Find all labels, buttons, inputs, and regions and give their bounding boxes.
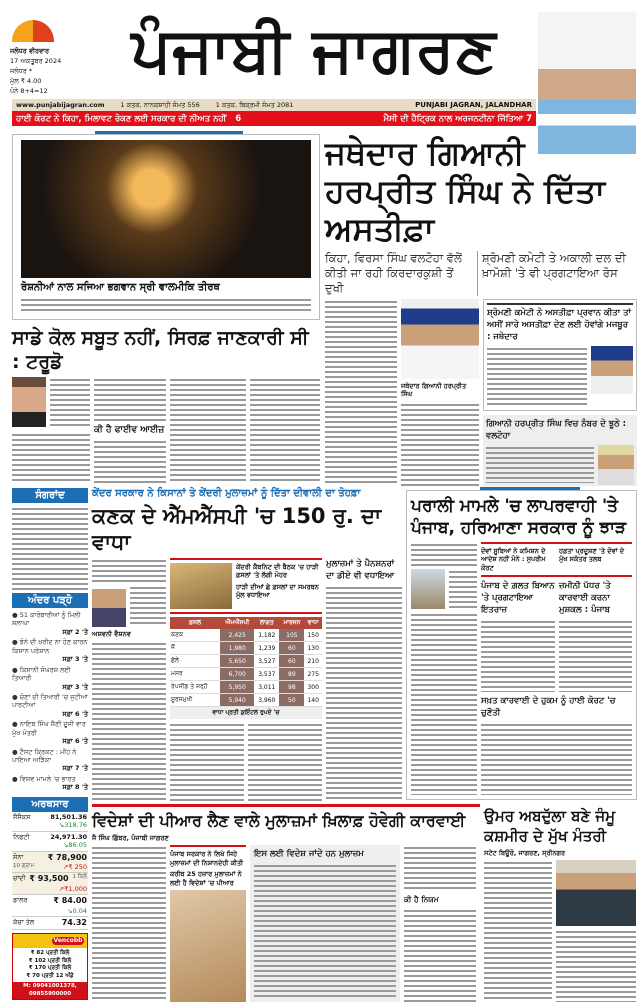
inside-item-page: ਸਫ਼ਾ 6 'ਤੇ: [62, 737, 88, 746]
market-name: ਸੈਂਸੈਕਸ: [13, 812, 31, 821]
table-row: [170, 642, 322, 655]
market-name: ਨਿਫਟੀ: [13, 832, 30, 841]
parali-headline: ਪਰਾਲੀ ਮਾਮਲੇ 'ਚ ਲਾਪਰਵਾਹੀ 'ਤੇ ਪੰਜਾਬ, ਹਰਿਆਣਾ ਸਰਕਾਰ ਨੂੰ ਝਾੜ: [411, 496, 627, 538]
lead-story: [325, 134, 637, 486]
divider: [481, 542, 632, 544]
pr-body: [404, 845, 476, 892]
column-header: ਲਾਗਤ: [254, 617, 279, 629]
table-cell: 6,700: [220, 668, 254, 681]
edition-info: [10, 46, 90, 96]
msp-story: [92, 487, 402, 801]
omar-body: [484, 860, 552, 1002]
market-unit: 1 ਕਿਲੋ: [72, 874, 87, 881]
table-row: [170, 629, 322, 642]
table-row: [170, 694, 322, 707]
ad-price: ₹ 170 ਪ੍ਰਤੀ ਕਿਲੋ: [28, 965, 72, 972]
table-footer: ਵਾਧਾ ਪ੍ਰਤੀ ਕੁਇੰਟਲ ਰੁਪਏ 'ਚ: [170, 707, 322, 719]
da-headline: ਮੁਲਾਜ਼ਮਾਂ ਤੇ ਪੈਨਸ਼ਨਰਾਂ ਦਾ ਡੀਏ ਵੀ ਵਧਾਇਆ: [326, 559, 395, 581]
msp-bullet: ਹਾੜੀ ਦੀਆਂ ਛੇ ਫ਼ਸਲਾਂ ਦਾ ਸਮਰਥਨ ਮੁੱਲ ਵਧਾਇਆ: [236, 582, 319, 600]
market-unit: 10 ਗ੍ਰਾਮ: [13, 862, 35, 869]
lead-sub-1: ਕਿਹਾ, ਵਿਰਸਾ ਸਿੰਘ ਵਲਟੋਹਾ ਵੱਲੋਂ ਕੀਤੀ ਜਾ ਰਹੀ ਕਿਰਦਾਰਕੁਸ਼ੀ ਤੋਂ ਦੁਖੀ: [325, 251, 478, 296]
table-cell: 1,980: [220, 642, 254, 655]
photo-caption-text: [21, 297, 311, 314]
parali-body: [559, 619, 633, 692]
date: 17 ਅਕਤੂਬਰ 2024: [10, 57, 62, 66]
market-change: ↗₹1,000: [58, 884, 87, 893]
table-cell: 3,011: [254, 681, 279, 694]
inside-item[interactable]: ● ਕਿਸਾਨੀ ਸੰਘਰਸ਼ ਲਈ ਤਿਆਰੀ ਸਫ਼ਾ 3 'ਤੇ: [12, 665, 88, 691]
inside-item-page: ਸਫ਼ਾ 6 'ਤੇ: [62, 709, 88, 718]
valtoha-body: [486, 445, 594, 483]
parali-bullet: ਦੋਵਾਂ ਸੂਬਿਆਂ ਨੇ ਕਮਿਸ਼ਨ ਦੇ ਆਦੇਸ਼ ਨਹੀਂ ਮੰਨੇ : ਸੁਪਰੀਮ ਕੋਰਟ: [481, 547, 546, 572]
table-cell: 3,527: [254, 655, 279, 668]
inside-item[interactable]: ● ਨਾਇਬ ਸਿੰਘ ਸੈਣੀ ਦੂਜੀ ਵਾਰ ਮੁੱਖ ਮੰਤਰੀ ਸਫ਼ਾ 6 'ਤੇ: [12, 720, 88, 746]
lead-columns: [325, 299, 637, 486]
lead-body-2: [401, 402, 479, 486]
market-row: [12, 812, 88, 832]
supreme-court-photo: [411, 569, 445, 609]
table-cell: 105: [279, 629, 304, 642]
inside-item-title: ਕਿਸਾਨੀ ਸੰਘਰਸ਼ ਲਈ ਤਿਆਰੀ: [12, 665, 71, 683]
msp-bullet: ਕੇਂਦਰੀ ਕੈਬਨਿਟ ਦੀ ਬੈਠਕ 'ਚ ਹਾੜੀ ਫ਼ਸਲਾਂ 'ਤੇ ਲੱਗੀ ਮੋਹਰ: [236, 563, 319, 580]
hc-headline: ਸਖ਼ਤ ਕਾਰਵਾਈ ਦੇ ਹੁਕਮ ਨੂੰ ਹਾਈ ਕੋਰਟ 'ਚ ਚੁਣੌਤੀ: [481, 696, 616, 719]
ad-phone: M: 09041001378, 09855900000: [13, 982, 87, 999]
inside-item-title: ਚੋਣਾਂ ਦੀ ਤਿਆਰੀ 'ਚ ਜੁਟੀਆਂ ਪਾਰਟੀਆਂ: [12, 692, 88, 710]
inside-heading: ਅੰਦਰ ਪੜ੍ਹੋ: [12, 593, 88, 608]
column-header: ਫ਼ਸਲ: [170, 617, 220, 629]
jathedar-box: [483, 299, 637, 411]
ad-price: ₹ 70 ਪ੍ਰਤੀ 12 ਅੰਡੇ: [26, 972, 74, 979]
teaser-text: ਹਾਈ ਕੋਰਟ ਨੇ ਕਿਹਾ, ਮਿਲਾਵਟ ਰੋਕਣ ਲਈ ਸਰਕਾਰ ਦੀ ਨੀਅਤ ਨਹੀਂ: [16, 113, 227, 124]
omar-photo: [556, 860, 636, 926]
market-heading: ਅਰਥਸਾਰ: [12, 797, 88, 812]
inside-item-title: ਝੋਨੇ ਦੀ ਖ਼ਰੀਦ ਨਾ ਹੋਣ ਕਾਰਨ ਕਿਸਾਨ ਪਰੇਸ਼ਾਨ: [12, 638, 88, 655]
inside-item[interactable]: ● ਚੋਣਾਂ ਦੀ ਤਿਆਰੀ 'ਚ ਜੁਟੀਆਂ ਪਾਰਟੀਆਂ ਸਫ਼ਾ 6 'ਤੇ: [12, 692, 88, 718]
pr-bullet: ਕਰੀਬ 25 ਹਜ਼ਾਰ ਮੁਲਾਜ਼ਮਾਂ ਨੇ ਲਈ ਹੈ ਵਿਦੇਸ਼ਾਂ 'ਚ ਪੀਆਰ: [170, 870, 242, 887]
table-cell: ਕਣਕ: [170, 629, 220, 642]
jathedar-caption: ਜਥੇਦਾਰ ਗਿਆਨੀ ਹਰਪ੍ਰੀਤ ਸਿੰਘ: [401, 382, 467, 399]
website[interactable]: www.punjabijagran.com: [16, 101, 105, 109]
market-change: ↘318.76: [58, 821, 87, 830]
table-cell: 5,950: [220, 681, 254, 694]
lead-headline: ਜਥੇਦਾਰ ਗਿਆਨੀ ਹਰਪ੍ਰੀਤ ਸਿੰਘ ਨੇ ਦਿੱਤਾ ਅਸਤੀਫ਼ਾ: [325, 134, 606, 248]
omar-story: [484, 806, 636, 1002]
table-cell: 50: [279, 694, 304, 707]
edition-day: ਜਲੰਧਰ ਵੀਰਵਾਰ: [10, 47, 50, 55]
newspaper-title: ਪੰਜਾਬੀ ਜਾਗਰਣ: [131, 13, 497, 86]
divider: [170, 845, 246, 847]
trudeau-body: [50, 377, 90, 429]
trudeau-story: [12, 326, 320, 484]
publisher: PUNJABI JAGRAN, JALANDHAR: [415, 101, 532, 109]
table-row: [170, 668, 322, 681]
market-value: ₹ 78,900: [47, 852, 87, 862]
market-value: ₹ 93,500: [29, 874, 69, 884]
market-row: [12, 832, 88, 852]
pr-sub: ਕੀ ਹੈ ਨਿਯਮ: [404, 895, 439, 905]
market-row: [12, 917, 88, 930]
trudeau-body: [12, 432, 90, 484]
market-name: ਸੋਨਾ: [13, 852, 24, 861]
table-row: [170, 655, 322, 668]
ad-prices: [13, 948, 87, 982]
parali-bullet: ਹਫ਼ਤਾ ਪ੍ਰਦੂਸ਼ਣ 'ਤੇ ਦੋਵਾਂ ਦੇ ਮੁੱਖ ਸਕੱਤਰ ਤਲਬ: [559, 547, 625, 564]
parali-body: [411, 542, 477, 566]
parali-sub-1: ਪੰਜਾਬ ਦੇ ਗ਼ਲਤ ਬਿਆਨ 'ਤੇ ਪ੍ਰਗਟਾਇਆ ਇਤਰਾਜ਼: [481, 581, 555, 616]
table-cell: 5,650: [220, 655, 254, 668]
photo-caption: ਰੋਸ਼ਨੀਆਂ ਨਾਲ ਸਜਿਆ ਭਗਵਾਨ ਸ੍ਰੀ ਵਾਲਮੀਕਿ ਤੀਰਥ: [21, 282, 220, 293]
ad-price: ₹ 102 ਪ੍ਰਤੀ ਕਿਲੋ: [28, 957, 72, 964]
market-row: [12, 873, 88, 895]
sangrand-heading: ਸੰਗਰਾਂਦ: [12, 488, 88, 503]
inside-item[interactable]: ● ਝੋਨੇ ਦੀ ਖ਼ਰੀਦ ਨਾ ਹੋਣ ਕਾਰਨ ਕਿਸਾਨ ਪਰੇਸ਼ਾਨ ਸਫ਼ਾ 3 'ਤੇ: [12, 638, 88, 664]
pr-story: [92, 804, 480, 1002]
teaser-1[interactable]: [16, 114, 241, 124]
inside-item-page: ਸਫ਼ਾ 7 'ਤੇ: [62, 764, 88, 773]
valtoha-photo: [598, 445, 634, 485]
divider: [481, 575, 632, 577]
divider: [92, 804, 480, 807]
table-cell: 3,960: [254, 694, 279, 707]
msp-body: [248, 722, 322, 801]
table-cell: ਛੋਲੇ: [170, 655, 220, 668]
table-cell: 150: [304, 629, 322, 642]
table-cell: ਜੌਂ: [170, 642, 220, 655]
table-cell: 89: [279, 668, 304, 681]
table-cell: 1,239: [254, 642, 279, 655]
inside-item-title: ਟੈਸਟ ਕ੍ਰਿਕਟ : ਮੀਂਹ ਨੇ ਪਾਇਆ ਅੜਿੱਕਾ: [12, 747, 77, 764]
column-header: ਵਾਧਾ: [304, 617, 322, 629]
trudeau-headline: ਸਾਡੇ ਕੋਲ ਸਬੂਤ ਨਹੀਂ, ਸਿਰਫ਼ ਜਾਣਕਾਰੀ ਸੀ : ਟਰੂਡੋ: [12, 327, 309, 373]
table-cell: 210: [304, 655, 322, 668]
sangrand-body: [12, 506, 88, 590]
market-change: ↘0.04: [67, 906, 87, 915]
lead-body: [325, 299, 397, 486]
inside-item[interactable]: ● ਵਿਸ਼ਵ ਮਾਮਲੇ 'ਚ ਭਾਰਤ ਸਫ਼ਾ 8 'ਤੇ: [12, 774, 88, 792]
jathedar-2-photo: [591, 346, 633, 394]
table-cell: 5,940: [220, 694, 254, 707]
omar-byline: ਸਟੇਟ ਬਿਊਰੋ, ਜਾਗਰਣ, ਸ੍ਰੀਨਗਰ: [484, 849, 566, 857]
inside-item[interactable]: ● 51 ਕਾਰੋਬਾਰੀਆਂ ਨੂੰ ਮਿਲੀ ਸ਼ਲਾਘਾ ਸਫ਼ਾ 2 'ਤੇ: [12, 611, 88, 636]
column-header: ਮਾਰਜਨ: [279, 617, 304, 629]
table-header: [170, 617, 322, 629]
inside-item-title: 51 ਕਾਰੋਬਾਰੀਆਂ ਨੂੰ ਮਿਲੀ ਸ਼ਲਾਘਾ: [12, 611, 81, 628]
parali-body: [411, 612, 477, 795]
inside-item-page: ਸਫ਼ਾ 2 'ਤੇ: [62, 627, 88, 636]
table-cell: 300: [304, 681, 322, 694]
wheat-photo: [170, 563, 232, 609]
table-cell: 60: [279, 655, 304, 668]
table-cell: 275: [304, 668, 322, 681]
msp-body: [130, 585, 166, 627]
sidebar: [12, 488, 88, 1000]
market-list: [12, 812, 88, 931]
pr-bullets: [170, 850, 246, 887]
box-headline: ਗਿਆਨੀ ਹਰਪ੍ਰੀਤ ਸਿੰਘ ਵਿਚ ਨੰਬਰ ਦੇ ਝੂਠੇ : ਵਲਟੋਹਾ: [486, 419, 627, 441]
market-row: [12, 852, 88, 874]
trudeau-body: [250, 377, 320, 484]
inside-item-page: ਸਫ਼ਾ 3 'ਤੇ: [62, 655, 88, 664]
da-body: [326, 585, 402, 801]
market-name: ਡਾਲਰ: [13, 896, 28, 905]
column-header: ਐੱਮਐੱਸਪੀ: [220, 617, 254, 629]
hc-body: [481, 722, 632, 795]
trudeau-body: [94, 377, 166, 422]
inside-item-page: ਸਫ਼ਾ 3 'ਤੇ: [62, 682, 88, 691]
divider: [170, 612, 322, 614]
msp-body: [170, 722, 244, 801]
table-cell: 98: [279, 681, 304, 694]
table-cell: 140: [304, 694, 322, 707]
divider: [170, 558, 322, 560]
pr-headline: ਵਿਦੇਸ਼ਾਂ ਦੀ ਪੀਆਰ ਲੈਣ ਵਾਲੇ ਮੁਲਾਜ਼ਮਾਂ ਖ਼ਿਲਾਫ਼ ਹੋਵੇਗੀ ਕਾਰਵਾਈ: [92, 811, 466, 830]
table-cell: ਰੇਪਸੀਡ ਤੇ ਸਰ੍ਹੋਂ: [170, 681, 220, 694]
trudeau-photo: [12, 377, 46, 427]
logo-icon: [12, 20, 54, 42]
parali-body: [449, 569, 477, 609]
vencobb-ad[interactable]: [12, 933, 88, 1000]
table-cell: 1,182: [254, 629, 279, 642]
table-row: [170, 681, 322, 694]
market-change: ↗₹ 250: [62, 862, 87, 871]
msp-bullets: [236, 563, 322, 609]
five-eyes-sub: ਕੀ ਹੈ ਫਾਈਵ ਆਈਜ਼: [94, 424, 165, 435]
market-value: ₹ 84.00: [53, 896, 87, 906]
table-cell: 130: [304, 642, 322, 655]
teaser-page: 7: [526, 113, 532, 124]
bikrami-samvat: 1 ਕਤਕ, ਬਿਕ੍ਰਮੀ ਸੰਮਤ 2081: [215, 100, 294, 109]
pr-box-headline: ਇਸ ਲਈ ਵਿਦੇਸ਼ ਜਾਂਦੇ ਹਨ ਮੁਲਾਜ਼ਮ: [254, 849, 364, 860]
market-value: 81,501.36: [50, 812, 87, 821]
inside-item-title: ਨਾਇਬ ਸਿੰਘ ਸੈਣੀ ਦੂਜੀ ਵਾਰ ਮੁੱਖ ਮੰਤਰੀ: [12, 720, 86, 737]
teaser-page: 6: [235, 113, 242, 124]
msp-kicker: ਕੇਂਦਰ ਸਰਕਾਰ ਨੇ ਕਿਸਾਨਾਂ ਤੇ ਕੇਂਦਰੀ ਮੁਲਾਜ਼ਮਾਂ ਨੂੰ ਦਿੱਤਾ ਦੀਵਾਲੀ ਦਾ ਤੋਹਫ਼ਾ: [92, 488, 361, 499]
market-row: [12, 895, 88, 917]
market-name: ਕੱਚਾ ਤੇਲ: [13, 917, 35, 926]
lead-subs: [325, 251, 637, 296]
pages: ਪੰਨੇ 8+4=12: [10, 87, 48, 96]
market-value: 74.32: [61, 917, 87, 927]
market-value: 24,971.30: [50, 832, 87, 841]
pr-bullet: ਪੰਜਾਬ ਸਰਕਾਰ ਨੇ ਲਿਖੇ ਜਿਹੇ ਮੁਲਾਜ਼ਮਾਂ ਦੀ ਨਿਸ਼ਾਨਦੇਹੀ ਕੀਤੀ: [170, 850, 244, 867]
ad-brand: Vencobb: [53, 937, 83, 945]
table-cell: 60: [279, 642, 304, 655]
teaser-text: ਮੈਸੀ ਦੀ ਹੈਟ੍ਰਿਕ ਨਾਲ ਅਰਜਨਟੀਨਾ ਜਿੱਤਿਆ: [383, 113, 524, 124]
table-cell: ਮਸਰ: [170, 668, 220, 681]
teaser-2[interactable]: [383, 114, 532, 124]
valtoha-box: [483, 415, 637, 486]
messi-photo: [538, 12, 636, 154]
table-cell: 3,537: [254, 668, 279, 681]
omar-body: [556, 929, 636, 1002]
lead-sub-2: ਸ਼੍ਰੋਮਣੀ ਕਮੇਟੀ ਤੇ ਅਕਾਲੀ ਦਲ ਦੀ ਖ਼ਾਮੋਸ਼ੀ 'ਤੇ ਵੀ ਪ੍ਰਗਟਾਇਆ ਰੋਸ: [482, 251, 626, 280]
teaser-bar: [12, 111, 536, 126]
ad-price: ₹ 82 ਪ੍ਰਤੀ ਕਿਲੋ: [30, 950, 70, 957]
table-cell: ਸੂਰਜਮੁਖੀ: [170, 694, 220, 707]
parali-body: [481, 619, 555, 692]
price: ਮੁੱਲ ₹ 4.00: [10, 77, 42, 86]
pr-byline: ਜੈ ਸਿੰਘ ਛਿੱਬਰ, ਪੰਜਾਬੀ ਜਾਗਰਣ: [92, 834, 169, 842]
msp-table: [170, 617, 322, 719]
vaishnaw-caption: ਅਸ਼ਵਨੀ ਵੈਸ਼ਨਵ: [92, 630, 131, 638]
box-headline: ਸ਼੍ਰੋਮਣੀ ਕਮੇਟੀ ਨੇ ਅਸਤੀਫ਼ਾ ਪ੍ਰਵਾਨ ਕੀਤਾ ਤਾਂ ਅਸੀਂ ਸਾਰੇ ਅਸਤੀਫ਼ਾ ਦੇਣ ਲਈ ਹੋਵਾਂਗੇ ਮਜਬੂਰ : ਜਥੇਦਾਰ: [487, 303, 633, 343]
pr-body: [92, 845, 166, 1002]
trudeau-body: [170, 377, 246, 484]
pr-box-body: [254, 863, 396, 998]
inside-item-title: ਵਿਸ਼ਵ ਮਾਮਲੇ 'ਚ ਭਾਰਤ: [19, 774, 76, 783]
market-change: ↘86.05: [62, 841, 87, 850]
inside-list: [12, 611, 88, 794]
msp-body: [92, 641, 166, 801]
photo-story: [12, 134, 320, 320]
info-bar: [12, 99, 536, 111]
market-name: ਚਾਂਦੀ: [13, 874, 26, 883]
vaishnaw-photo: [92, 585, 126, 627]
inside-item-page: ਸਫ਼ਾ 8 'ਤੇ: [62, 783, 88, 792]
omar-headline: ਉਮਰ ਅਬਦੁੱਲਾ ਬਣੇ ਜੰਮੂ ਕਸ਼ਮੀਰ ਦੇ ਮੁੱਖ ਮੰਤਰੀ: [484, 807, 616, 845]
market-box: [12, 797, 88, 931]
msp-body: [92, 558, 166, 582]
jathedar-photo: [401, 299, 479, 379]
city: ਜਲੰਧਰ *: [10, 67, 33, 76]
stamp-photo: [170, 890, 246, 1002]
trudeau-body: [94, 439, 166, 484]
parali-sub-2: ਜ਼ਮੀਨੀ ਪੱਧਰ 'ਤੇ ਕਾਰਵਾਈ ਕਰਨਾ ਮੁਸ਼ਕਲ : ਪੰਜਾਬ: [559, 581, 611, 616]
inside-item[interactable]: ● ਟੈਸਟ ਕ੍ਰਿਕਟ : ਮੀਂਹ ਨੇ ਪਾਇਆ ਅੜਿੱਕਾ ਸਫ਼ਾ 7 'ਤੇ: [12, 747, 88, 773]
pr-body: [404, 908, 476, 1002]
box-body: [487, 346, 587, 407]
msp-headline: ਕਣਕ ਦੇ ਐੱਮਐੱਸਪੀ 'ਚ 150 ਰੁ. ਦਾ ਵਾਧਾ: [92, 504, 382, 554]
nanakshahi-samvat: 1 ਕਤਕ, ਨਾਨਕਸ਼ਾਹੀ ਸੰਮਤ 556: [120, 100, 200, 109]
table-cell: 2,425: [220, 629, 254, 642]
parali-story: [406, 490, 637, 800]
pr-box: [250, 845, 400, 1002]
valmiki-tirath-photo: [21, 140, 311, 278]
